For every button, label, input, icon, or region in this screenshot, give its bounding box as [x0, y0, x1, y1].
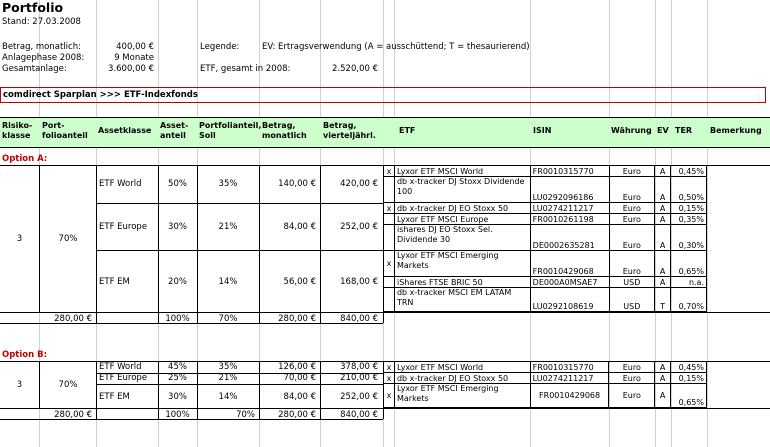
etf-isin: FR0010315770: [530, 166, 609, 177]
etf-ter: 0,65%: [671, 384, 707, 408]
etf-mark: x: [384, 373, 395, 384]
etf-waehrung: Euro: [609, 214, 655, 225]
etf-isin: LU0292108619: [530, 288, 609, 312]
asset-monatlich: 56,00 €: [283, 277, 316, 287]
header-ter: TER: [675, 126, 693, 135]
asset-name: ETF World: [99, 362, 142, 372]
header-waehrung: Währung: [611, 126, 652, 135]
asset-name: ETF EM: [99, 277, 130, 287]
etf-mark: [384, 277, 395, 288]
etf-ter: 0,65%: [671, 251, 707, 277]
etf-mark: x: [384, 203, 395, 214]
etf-name: Lyxor ETF MSCI World: [394, 362, 530, 373]
total-vierteljaehrlich: 840,00 €: [340, 410, 378, 420]
asset-monatlich: 126,00 €: [278, 362, 316, 372]
asset-soll: 21%: [218, 222, 238, 232]
etf-ev: A: [655, 277, 671, 288]
etf-mark: [384, 177, 395, 203]
etf-isin: FR0010429068: [530, 251, 609, 277]
etf-mark: x: [384, 251, 395, 277]
total-vierteljaehrlich: 840,00 €: [340, 314, 378, 324]
etf-name: Lyxor ETF MSCI World: [394, 166, 530, 177]
total-anteil: 100%: [165, 410, 190, 420]
etf-isin: FR0010315770: [530, 362, 609, 373]
header-risiko: Risiko- klasse: [2, 121, 33, 140]
header-ev: EV: [657, 126, 669, 135]
etf-ter: 0,45%: [671, 166, 707, 177]
info-value: 9 Monate: [114, 53, 154, 63]
option-a-label: Option A:: [2, 154, 48, 164]
table-row: [384, 214, 707, 225]
etf-mark: [384, 288, 395, 312]
etf-waehrung: Euro: [609, 225, 655, 251]
etf-ter: 0,50%: [671, 177, 707, 203]
etf-waehrung: USD: [609, 288, 655, 312]
info-value: 400,00 €: [116, 42, 154, 52]
asset-anteil: 30%: [168, 392, 187, 402]
table-row: [384, 373, 707, 384]
table-row: [384, 251, 707, 277]
header-assetanteil: Asset- anteil: [160, 121, 189, 140]
asset-name: ETF EM: [99, 392, 130, 402]
etf-name: Lyxor ETF MSCI Europe: [394, 214, 530, 225]
etf-ter: 0,35%: [671, 214, 707, 225]
total-anteil: 100%: [165, 314, 190, 324]
table-row: [384, 288, 707, 312]
banner-text: comdirect Sparplan >>> ETF-Indexfonds: [3, 90, 198, 100]
etf-mark: x: [384, 384, 395, 408]
etf-name: db x-tracker DJ Stoxx Dividende 100: [394, 177, 530, 203]
etf-ter: 0,15%: [671, 373, 707, 384]
asset-monatlich: 140,00 €: [278, 179, 316, 189]
etf-ter: 0,30%: [671, 225, 707, 251]
total-monatlich: 280,00 €: [278, 410, 316, 420]
asset-anteil: 30%: [168, 222, 187, 232]
total-portfolio: 280,00 €: [54, 410, 92, 420]
etf-mark: [384, 225, 395, 251]
asset-monatlich: 84,00 €: [283, 222, 316, 232]
asset-soll: 14%: [218, 392, 238, 402]
etf-table-a: [383, 165, 707, 312]
etf-ter: 0,45%: [671, 362, 707, 373]
asset-anteil: 50%: [168, 179, 187, 189]
etf-name: db x-tracker DJ EO Stoxx 50: [394, 373, 530, 384]
etf-name: Lyxor ETF MSCI Emerging Markets: [394, 251, 530, 277]
header-portfolio: Port- folioanteil: [42, 121, 88, 140]
info-label: Anlagephase 2008:: [2, 53, 85, 63]
etf-waehrung: Euro: [609, 362, 655, 373]
etf-ev: A: [655, 203, 671, 214]
etf-name: Lyxor ETF MSCI Emerging Markets: [394, 384, 530, 408]
option-b-label: Option B:: [2, 350, 48, 360]
total-soll: 70%: [236, 410, 255, 420]
asset-soll: 21%: [218, 373, 238, 383]
asset-monatlich: 70,00 €: [283, 373, 316, 383]
etf-isin: LU0274211217: [530, 203, 609, 214]
asset-anteil: 25%: [168, 373, 187, 383]
etf-ter: 0,15%: [671, 203, 707, 214]
etf-isin: FR0010261198: [530, 214, 609, 225]
asset-monatlich: 84,00 €: [283, 392, 316, 402]
info-label: Gesamtanlage:: [2, 64, 67, 74]
table-row: [384, 362, 707, 373]
asset-vierteljaehrlich: 252,00 €: [340, 392, 378, 402]
header-assetklasse: Assetklasse: [98, 126, 152, 135]
etf-mark: x: [384, 166, 395, 177]
etf-mark: x: [384, 362, 395, 373]
etf-ev: A: [655, 214, 671, 225]
etf-ev: A: [655, 384, 671, 408]
etf-ev: A: [655, 362, 671, 373]
etf-name: db x-tracker MSCI EM LATAM TRN: [394, 288, 530, 312]
table-row: [384, 277, 707, 288]
etf-ter: n.a.: [671, 277, 707, 288]
table-row: [384, 203, 707, 214]
risiko-value: 3: [16, 234, 23, 244]
legende-label: Legende:: [200, 42, 240, 52]
portfolio-value: 70%: [58, 380, 78, 390]
page-title: Portfolio: [2, 0, 64, 15]
etf-waehrung: Euro: [609, 251, 655, 277]
asset-anteil: 20%: [168, 277, 187, 287]
header-etf: ETF: [399, 126, 416, 135]
etf-table-b: [383, 361, 707, 408]
asset-name: ETF World: [99, 179, 142, 189]
asset-name: ETF Europe: [99, 373, 148, 383]
etf-isin: LU0274211217: [530, 373, 609, 384]
table-row: [384, 177, 707, 203]
etf-ev: T: [655, 288, 671, 312]
info-label: Betrag, monatlich:: [2, 42, 81, 52]
header-isin: ISIN: [533, 126, 552, 135]
header-betrag-monatlich: Betrag, monatlich: [262, 121, 307, 140]
etf-name: iShares FTSE BRIC 50: [394, 277, 530, 288]
etf-total-label: ETF, gesamt in 2008:: [200, 64, 291, 74]
etf-ev: A: [655, 225, 671, 251]
total-monatlich: 280,00 €: [278, 314, 316, 324]
etf-mark: [384, 214, 395, 225]
table-row: [384, 225, 707, 251]
table-row: [384, 166, 707, 177]
asset-vierteljaehrlich: 420,00 €: [340, 179, 378, 189]
header-betrag-vierteljaehrlich: Betrag, vierteljährl.: [323, 121, 376, 140]
header-soll: Portfolianteil, Soll: [199, 121, 262, 140]
etf-ev: A: [655, 251, 671, 277]
etf-isin: DE000A0MSAE7: [530, 277, 609, 288]
asset-soll: 14%: [218, 277, 238, 287]
etf-waehrung: Euro: [609, 373, 655, 384]
asset-soll: 35%: [218, 362, 238, 372]
etf-total-value: 2.520,00 €: [332, 64, 378, 74]
asset-vierteljaehrlich: 378,00 €: [340, 362, 378, 372]
total-portfolio: 280,00 €: [54, 314, 92, 324]
etf-name: ishares DJ EO Stoxx Sel. Dividende 30: [394, 225, 530, 251]
portfolio-value: 70%: [58, 234, 78, 244]
stand-date: Stand: 27.03.2008: [2, 17, 81, 27]
asset-vierteljaehrlich: 252,00 €: [340, 222, 378, 232]
etf-isin: LU0292096186: [530, 177, 609, 203]
etf-ev: A: [655, 166, 671, 177]
etf-waehrung: Euro: [609, 177, 655, 203]
etf-name: db x-tracker DJ EO Stoxx 50: [394, 203, 530, 214]
header-bemerkung: Bemerkung: [710, 126, 762, 135]
risiko-value: 3: [16, 380, 23, 390]
etf-ter: 0,70%: [671, 288, 707, 312]
legende-text: EV: Ertragsverwendung (A = ausschüttend; T = thesaurierend): [262, 42, 530, 52]
asset-vierteljaehrlich: 168,00 €: [340, 277, 378, 287]
etf-waehrung: Euro: [609, 384, 655, 408]
info-value: 3.600,00 €: [108, 64, 154, 74]
etf-waehrung: Euro: [609, 203, 655, 214]
total-soll: 70%: [218, 314, 238, 324]
etf-waehrung: USD: [609, 277, 655, 288]
asset-name: ETF Europe: [99, 222, 148, 232]
asset-anteil: 45%: [168, 362, 187, 372]
etf-isin: DE0002635281: [530, 225, 609, 251]
etf-isin: FR0010429068: [530, 384, 609, 408]
table-row: [384, 384, 707, 408]
asset-vierteljaehrlich: 210,00 €: [340, 373, 378, 383]
etf-ev: A: [655, 373, 671, 384]
etf-ev: A: [655, 177, 671, 203]
asset-soll: 35%: [218, 179, 238, 189]
etf-waehrung: Euro: [609, 166, 655, 177]
